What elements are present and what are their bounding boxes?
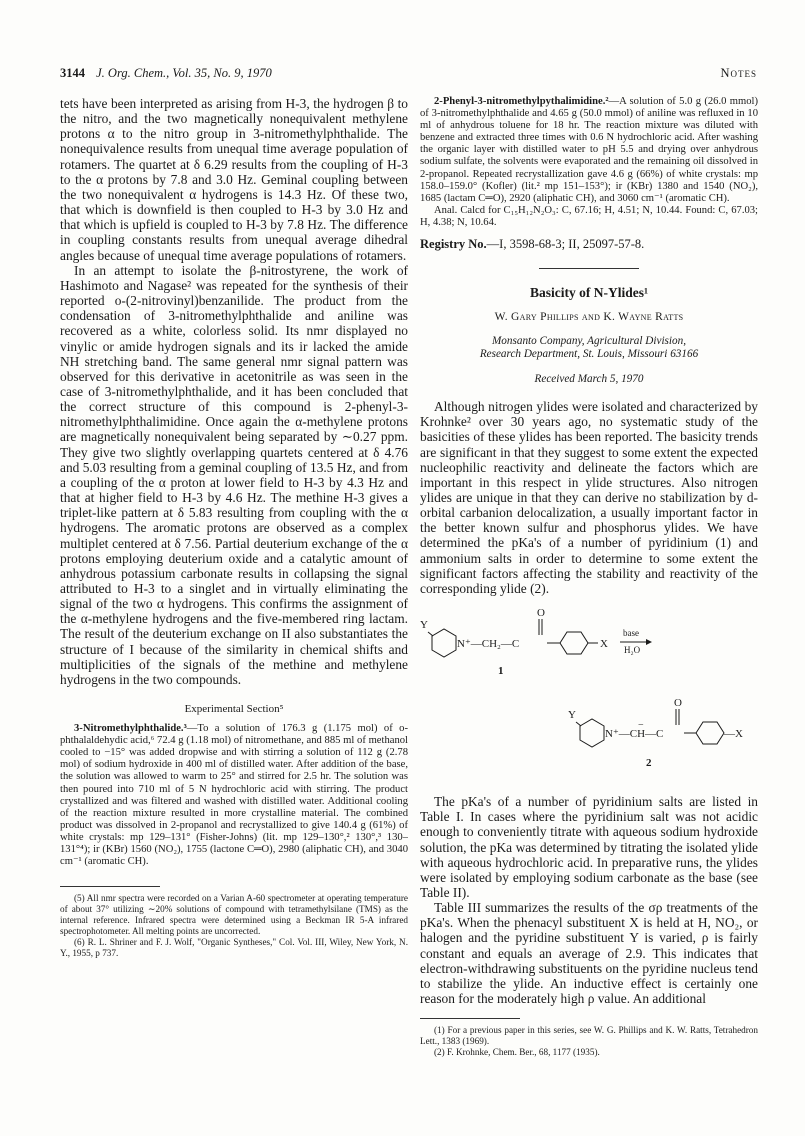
received-date: Received March 5, 1970 (534, 373, 644, 386)
benzene-ring-1 (560, 632, 588, 654)
experimental-heading: Experimental Section⁵ (184, 703, 284, 716)
pyridinium-chain-1: N⁺—CH₂—C (457, 638, 520, 651)
section-name: Notes (720, 66, 757, 80)
reagent-base: base (623, 628, 639, 639)
paragraph-pka-table1: The pKa's of a number of pyridinium salts are listed in Table I. In cases where the pyridinium salt was not acidic enough to conveniently titrate with aqueous sodium hydroxide solution, the pKa was determined by titrating the isolated ylide with aqueous hydrochloric acid. In preparative runs, the ylides were isolated by employing sodium carbonate as the base (see Table II). (420, 794, 758, 900)
procedure-text: —A solution of 5.0 g (26.0 mmol) of 3-nitromethylphthalide and 4.65 g (50.0 mmol) of aniline was refluxed in 10 ml of anhydrous toluene for 18 hr. The reaction mixture was diluted with benzene and extracted three times with 0.6 N hydrochloric acid. After washing the organic layer with distilled water to pH 5.5 and drying over anhydrous sodium sulfate, the solvents were evaporated and the remaining oil dissolved in 2-propanol. Repeated recrystallization gave 4.6 g (66%) of white crystals: mp 158.0–159.0° (Kofler) (lit.² mp 151–153°); ir (KBr) 1380 and 1540 (NO₂), 1685 (lactam C═O), 2920 (aliphatic CH), and 3060 cm⁻¹ (aromatic CH). (420, 96, 758, 204)
journal-citation: J. Org. Chem., Vol. 35, No. 9, 1970 (96, 66, 272, 80)
page-number: 3144 (60, 66, 85, 80)
paragraph-table3: Table III summarizes the results of the σρ treatments of the pKa's. When the phenacyl substituent X is held at H, NO₂, or halogen and the pyridine substituent Y is varied, ρ is fairly constant and equals an average of 2.9. This indicates that electron-withdrawing substituents on the pyridine nucleus tend to stabilize the ylide. An inductive effect is certainly one reason for the moderately high ρ value. An additional (420, 900, 758, 1007)
pyridine-ring-1 (432, 629, 456, 657)
procedure-text: —To a solution of 176.3 g (1.175 mol) of o-phthalaldehydic acid,⁶ 72.4 g (1.18 mol) of nitromethane, and 885 ml of methanol cooled to −15° was added dropwise and with stirring a solution of 112 g (2.78 mol) of sodium hydroxide in 400 ml of distilled water. After addition of the base, the solution was allowed to warm to 25° and stirred for 2.5 hr. The solution was then poured into 710 ml of 5 N hydrochloric acid with stirring. The product crystallized and was filtered and washed with distilled water. Additional cooling of the reaction mixture resulted in more crystalline material. The combined product was dissolved in 2-propanol and recrystallized to give 140.4 g (61%) of white crystals: mp 129–131° (Fisher-Johns) (lit. mp 129–130°,² 130°,³ 130–131°⁴); ir (KBr) 1560 (NO₂), 1755 (lactone C═O), 2980 (aliphatic CH), and 3040 cm⁻¹ (aromatic CH). (60, 723, 408, 868)
compound-label-2: 2 (646, 757, 652, 770)
reaction-scheme (420, 602, 758, 784)
registry-numbers (420, 237, 758, 252)
benzene-ring-2 (696, 722, 724, 744)
procedure-lead: 3-Nitromethylphthalide.³ (74, 723, 187, 735)
affiliation-line-1: Monsanto Company, Agricultural Division, (491, 335, 687, 348)
left-column (60, 96, 408, 959)
author-affiliation (420, 335, 758, 361)
registry-values: —I, 3598-68-3; II, 25097-57-8. (486, 237, 645, 252)
footnote-6: (6) R. L. Shriner and F. J. Wolf, "Organic Syntheses," Col. Vol. III, Wiley, New York, N. Y., 1955, p 737. (60, 936, 408, 958)
running-header (60, 66, 757, 84)
substituent-x-1: X (600, 638, 608, 651)
footnote-2: (2) F. Krohnke, Chem. Ber., 68, 1177 (1935). (434, 1047, 600, 1058)
procedure-nitromethylphthalide (60, 723, 408, 868)
paragraph-nmr-interpretation: tets have been interpreted as arising from H-3, the hydrogen β to the nitro, and the two magnetically nonequivalent methylene protons α to the nitro group in 3-nitromethylphthalide. The nonequivalence results from unequal time average population of rotamers. The quartet at δ 6.29 results from the coupling of H-3 to the α protons by 7.8 and 3.0 Hz. Geminal coupling between the two nonequivalent α hydrogens is 14.3 Hz. Of these two, that which is downfield is then coupled to H-3 by 3.0 Hz and that which is upfield is coupled to H-3 by 7.8 Hz. The difference in coupling constants results from unequal average dihedral angles because of unequal time average populations of rotamers. (60, 96, 408, 263)
substituent-x-2: —X (724, 728, 743, 741)
bond-y-ring-1 (428, 632, 433, 636)
procedure-phenylnitromethylphthalimidine (420, 96, 758, 205)
carbanion-charge: − (638, 720, 644, 732)
paragraph-nitrostyrene-attempt: In an attempt to isolate the β-nitrostyrene, the work of Hashimoto and Nagase² was repeated for the synthesis of their reported o-(2-nitrovinyl)benzanilide. The product from the condensation of 3-nitromethylphthalide and aniline was recovered as a white, colorless solid. Its nmr displayed no vinylic or amide hydrogen signals and its ir lacked the amide NH stretching band. The same general nmr signal pattern was observed for this derivative in acetonitrile as was seen in the case of 3-nitromethylphthalide, and it has been concluded that the correct structure of this compound is 2-phenyl-3-nitromethylphthalimidine. Once again the α-methylene protons are magnetically nonequivalent being separated by ∼0.27 ppm. They give two slightly overlapping quartets centered at δ 4.76 and 5.03 resulting from a geminal coupling of 13.5 Hz, and from a coupling of the α proton at lower field to H-3 by 4.3 Hz and that at higher field to H-3 by 4.6 Hz. The methine H-3 gives a triplet-like pattern at δ 5.83 resulting from coupling with the α hydrogens. The aromatic protons are observed as a complex multiplet centered at δ 7.56. Partial deuterium exchange of the α protons employing deuterium oxide and a catalytic amount of anhydrous potassium carbonate results in collapsing the signal attributed to H-3 to a singlet and in virtually eliminating the signal of the two α hydrogens. This confirms the assignment of the α-methylene hydrogens and the five-membered ring lactam. The result of the deuterium exchange on II also substantiates the structure of I because of the similarity in chemical shifts and multiplicities of the signals of the methine and methylene hydrogens in the two compounds. (60, 262, 408, 687)
affiliation-line-2: Research Department, St. Louis, Missouri 63166 (479, 348, 699, 361)
article-separator (539, 268, 639, 269)
ylide-chain-2: N⁺—CH—C (605, 728, 664, 741)
reagent-water: H₂O (624, 645, 641, 656)
elemental-analysis: Anal. Calcd for C₁₅H₁₂N₂O₃: C, 67.16; H, 4.51; N, 10.44. Found: C, 67.03; H, 4.38; N, 10.64. (420, 204, 758, 228)
paragraph-introduction: Although nitrogen ylides were isolated and characterized by Krohnke² over 30 years ago, no systematic study of the basicities of these ylides has been reported. The basicity trends are significant in that they suggest to some extent the expected nucleophilic reactivity and delineate the factors which are important in this respect in ylide structures. Also nitrogen ylides are unique in that they can derive no stabilization by d-orbital carbanion delocalization, a usually important factor in the better known sulfur and phosphorus ylides. We have determined the pKa's of a number of pyridinium (1) and ammonium salts in order to determine to some extent the significant factors affecting the stability and reactivity of the corresponding ylide (2). (420, 399, 758, 596)
substituent-y-2: Y (568, 709, 576, 722)
scheme-drawing (420, 602, 758, 784)
substituent-y-1: Y (420, 619, 428, 632)
procedure-lead: 2-Phenyl-3-nitromethylpythalimidine.² (434, 96, 609, 107)
right-column (420, 96, 758, 1058)
compound-label-1: 1 (498, 665, 504, 678)
article-title: Basicity of N-Ylides¹ (529, 285, 649, 301)
arrow-head (646, 639, 652, 645)
footnote-5: (5) All nmr spectra were recorded on a Varian A-60 spectrometer at operating temperature of about 37° utilizing ∼20% solutions of compound with tetramethylsilane (TMS) as the internal reference. Infrared spectra were determined using a Beckman IR 5-A infrared spectrophotometer. All melting points are uncorrected. (60, 893, 408, 936)
footnote-1: (1) For a previous paper in this series, see W. G. Phillips and K. W. Ratts, Tetrahedron Lett., 1383 (1969). (420, 1025, 758, 1047)
bond-y-ring-2 (576, 722, 581, 726)
carbonyl-oxygen-2: O (674, 697, 682, 710)
article-authors: W. Gary Phillips and K. Wayne Ratts (494, 311, 684, 324)
footnote-rule (420, 1018, 520, 1019)
footnote-rule (60, 886, 160, 887)
carbonyl-oxygen-1: O (537, 607, 545, 620)
registry-label: Registry No. (420, 237, 487, 252)
pyridine-ring-2 (580, 719, 604, 747)
